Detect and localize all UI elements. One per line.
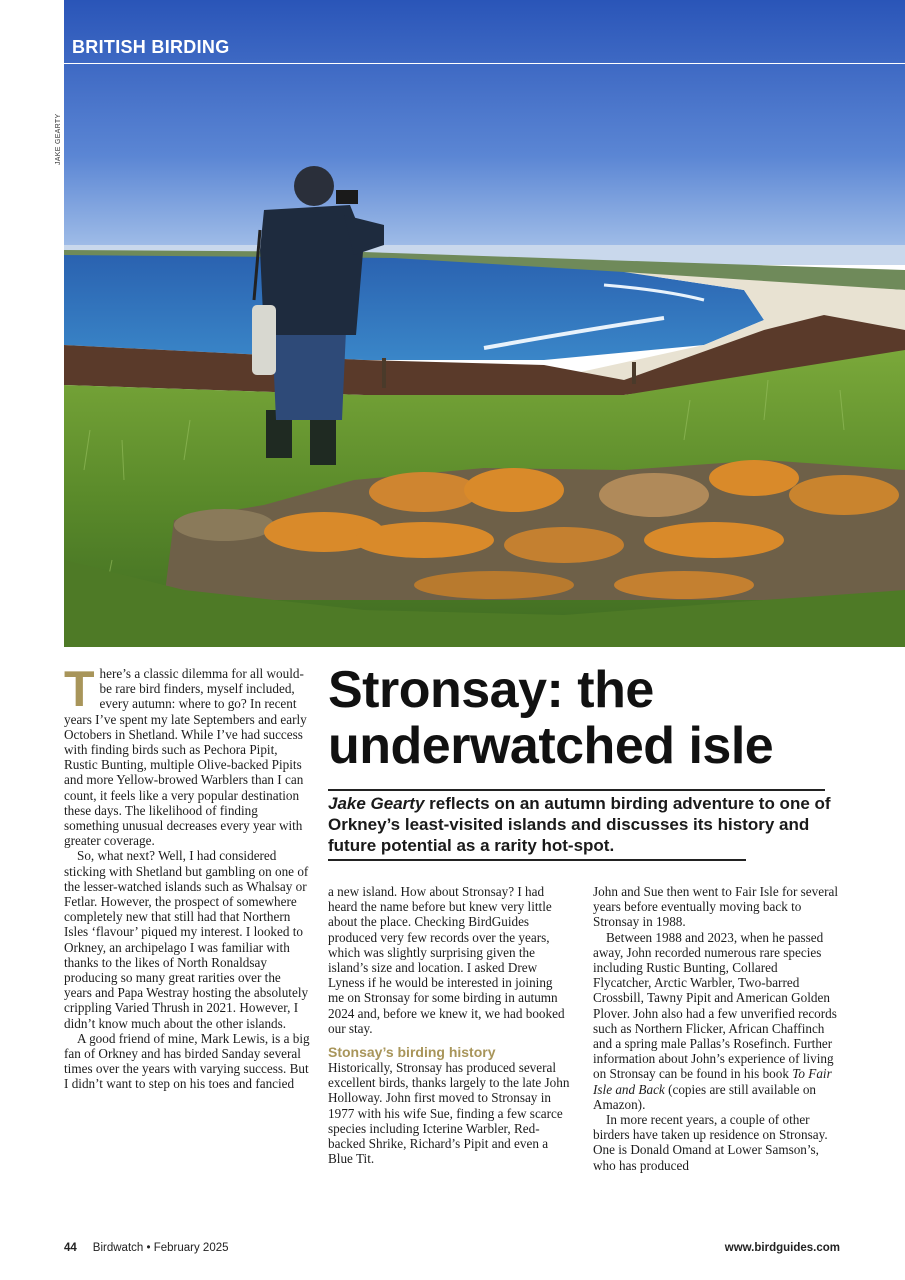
hero-photo-illustration (64, 0, 905, 647)
body-column-3 (593, 884, 838, 1173)
article-title-line1: Stronsay: the (328, 661, 654, 719)
paragraph: A good friend of mine, Mark Lewis, is a big fan of Orkney and has birded Sanday several times over the years with varying success. But I didn’t want to step on his toes and fancied (64, 1030, 310, 1092)
photo-credit: JAKE GEARTY (55, 113, 62, 165)
subheading: Stonsay’s birding history (328, 1044, 496, 1061)
paragraph (64, 661, 310, 849)
hero-photo (64, 0, 905, 647)
article-title (328, 662, 868, 774)
section-label: BRITISH BIRDING (72, 37, 230, 57)
paragraph-text: (copies are still available on Amazon). (593, 1081, 817, 1112)
paragraph-text: Between 1988 and 2023, when he passed away, John recorded numerous rare species including Rustic Bunting, Collared Flycatcher, Arctic Warbler, Two-barred Crossbill, Tawny Pipit and American Golden Plover. John also had a few unverified records such as Northern Flicker, African Chaffinch and a spring male Pallas’s Rosefinch. Further information about John’s experience of living on Stronsay can be found in his book (593, 929, 837, 1082)
body-column-2 (328, 884, 571, 1166)
paragraph: a new island. How about Stronsay? I had heard the name before but knew very little about the place. Checking BirdGuides produced very few records over the years, which was slightly surprising given the island’s size and location. I asked Drew Lyness if he would be interested in joining me on Stronsay for some birding in autumn 2024 and, before we knew it, we had booked our stay. (328, 884, 565, 1036)
paragraph: John and Sue then went to Fair Isle for several years before eventually moving back to Stronsay in 1988. (593, 884, 839, 930)
paragraph: Historically, Stronsay has produced several excellent birds, thanks largely to the late John Holloway. John first moved to Stronsay in 1977 with his wife Sue, finding a few scarce species including Icterine Warbler, Red-backed Shrike, Richard’s Pipit and even a Blue Tit. (328, 1060, 570, 1167)
section-label-rule (64, 63, 905, 64)
title-rule (328, 789, 825, 791)
standfirst (328, 793, 838, 856)
footer-left (64, 1242, 229, 1254)
article-title-line2: underwatched isle (328, 717, 774, 775)
website-link[interactable]: www.birdguides.com (724, 1242, 840, 1254)
publication-name: Birdwatch • February 2025 (92, 1242, 229, 1254)
standfirst-rule (328, 859, 746, 861)
paragraph (593, 930, 838, 1112)
book-title: To Fair Isle and Back (593, 1066, 832, 1097)
drop-cap: T (64, 661, 95, 717)
standfirst-text: reflects on an autumn birding adventure to one of Orkney’s least-visited islands and discusses its history and future potential as a rarity hot-spot. (328, 794, 831, 855)
standfirst-author: Jake Gearty (328, 794, 425, 813)
paragraph-text: here’s a classic dilemma for all would-be rare bird finders, myself included, every autumn: where to go? In recent years I’ve spent my late Septembers and early Octobers in Shetland. While I’ve had success with finding birds such as Pechora Pipit, Rustic Bunting, multiple Olive-backed Pipits and more Yellow-browed Warblers than I can count, it feels like a very popular destination these days. The likelihood of finding something unusual decreases every year with greater coverage. (64, 666, 307, 849)
body-column-1 (64, 661, 310, 1092)
paragraph: So, what next? Well, I had considered sticking with Shetland but gambling on one of the lesser-watched islands such as Whalsay or Fetlar. However, the prospect of somewhere completely new that still had that Northern Isles ‘flavour’ piqued my interest. I looked to Orkney, an archipelago I was familiar with thanks to the likes of North Ronaldsay producing so many great rarities over the years and Papa Westray hosting the absolutely crippling Varied Thrush in 2021. However, I didn’t know much about the other islands. (64, 848, 309, 1031)
page-number: 44 (64, 1242, 77, 1254)
paragraph: In more recent years, a couple of other birders have taken up residence on Stronsay. One is Donald Omand at Lower Samson’s, who has produced (593, 1112, 828, 1173)
